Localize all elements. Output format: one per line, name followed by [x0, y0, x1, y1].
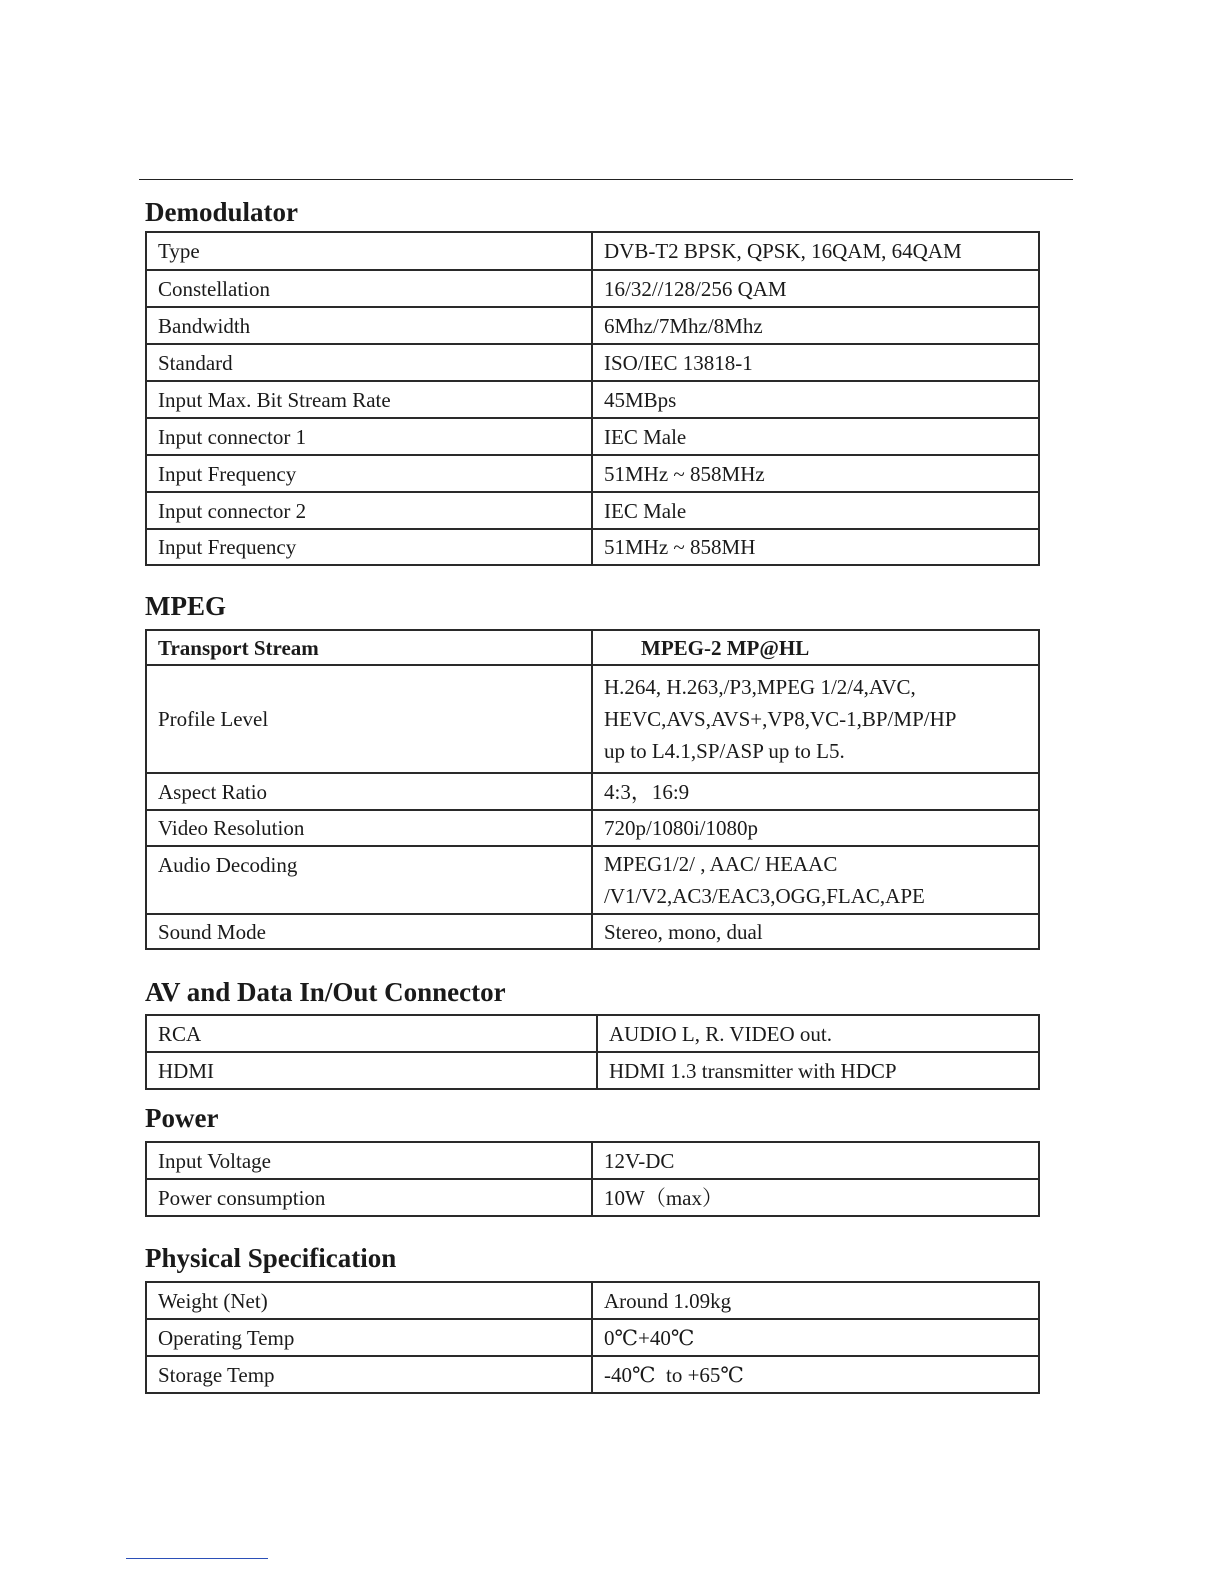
table-row	[146, 307, 1039, 344]
spec-label: RCA	[146, 1015, 597, 1052]
spec-value: 12V-DC	[592, 1142, 1039, 1179]
spec-label: Constellation	[146, 270, 592, 307]
spec-value: 16/32//128/256 QAM	[592, 270, 1039, 307]
spec-value: 51MHz ~ 858MH	[592, 529, 1039, 565]
table-row	[146, 492, 1039, 529]
av-table	[145, 1014, 1040, 1090]
spec-value	[592, 665, 1039, 773]
spec-value: IEC Male	[592, 492, 1039, 529]
spec-label: Sound Mode	[146, 914, 592, 949]
table-row	[146, 1179, 1039, 1216]
table-row	[146, 1142, 1039, 1179]
value-line: /V1/V2,AC3/EAC3,OGG,FLAC,APE	[604, 884, 925, 908]
spec-label: Storage Temp	[146, 1356, 592, 1393]
spec-label: Input Max. Bit Stream Rate	[146, 381, 592, 418]
value-line: HEVC,AVS,AVS+,VP8,VC-1,BP/MP/HP	[604, 707, 957, 731]
footer-underline	[126, 1558, 268, 1559]
spec-value	[592, 846, 1039, 914]
spec-label: Input connector 1	[146, 418, 592, 455]
table-row	[146, 270, 1039, 307]
table-row	[146, 665, 1039, 773]
header-label: Transport Stream	[146, 630, 592, 665]
spec-label: Input Frequency	[146, 455, 592, 492]
value-line: MPEG1/2/ , AAC/ HEAAC	[604, 852, 838, 876]
physical-table	[145, 1281, 1040, 1394]
table-row	[146, 773, 1039, 810]
spec-value: AUDIO L, R. VIDEO out.	[597, 1015, 1039, 1052]
table-row	[146, 418, 1039, 455]
spec-label: Audio Decoding	[146, 846, 592, 914]
table-header-row	[146, 630, 1039, 665]
header-rule	[139, 179, 1073, 180]
spec-label: Video Resolution	[146, 810, 592, 846]
spec-value: -40℃ to +65℃	[592, 1356, 1039, 1393]
spec-value: 720p/1080i/1080p	[592, 810, 1039, 846]
table-row	[146, 810, 1039, 846]
mpeg-table	[145, 629, 1040, 950]
header-value: MPEG-2 MP@HL	[592, 630, 1039, 665]
table-row	[146, 232, 1039, 270]
section-title-mpeg: MPEG	[145, 591, 226, 621]
spec-label: Operating Temp	[146, 1319, 592, 1356]
spec-label: Input connector 2	[146, 492, 592, 529]
value-line: up to L4.1,SP/ASP up to L5.	[604, 739, 845, 763]
table-row	[146, 381, 1039, 418]
section-title-power: Power	[145, 1103, 219, 1133]
spec-value: Around 1.09kg	[592, 1282, 1039, 1319]
table-row	[146, 1356, 1039, 1393]
spec-label: HDMI	[146, 1052, 597, 1089]
spec-label: Power consumption	[146, 1179, 592, 1216]
table-row	[146, 1015, 1039, 1052]
spec-label: Bandwidth	[146, 307, 592, 344]
value-line: H.264, H.263,/P3,MPEG 1/2/4,AVC,	[604, 675, 916, 699]
table-row	[146, 914, 1039, 949]
spec-value: 6Mhz/7Mhz/8Mhz	[592, 307, 1039, 344]
spec-label: Input Voltage	[146, 1142, 592, 1179]
spec-value: HDMI 1.3 transmitter with HDCP	[597, 1052, 1039, 1089]
power-table	[145, 1141, 1040, 1217]
table-row	[146, 1319, 1039, 1356]
section-title-av: AV and Data In/Out Connector	[145, 977, 506, 1007]
demodulator-table	[145, 231, 1040, 566]
spec-label: Aspect Ratio	[146, 773, 592, 810]
table-row	[146, 455, 1039, 492]
spec-label: Standard	[146, 344, 592, 381]
spec-value: 10W（max）	[592, 1179, 1039, 1216]
spec-value: Stereo, mono, dual	[592, 914, 1039, 949]
spec-value: 45MBps	[592, 381, 1039, 418]
section-title-physical: Physical Specification	[145, 1243, 397, 1273]
spec-value: 51MHz ~ 858MHz	[592, 455, 1039, 492]
section-title-demodulator: Demodulator	[145, 197, 298, 227]
table-row	[146, 529, 1039, 565]
spec-label: Profile Level	[146, 665, 592, 773]
spec-value: ISO/IEC 13818-1	[592, 344, 1039, 381]
spec-value: DVB-T2 BPSK, QPSK, 16QAM, 64QAM	[592, 232, 1039, 270]
table-row	[146, 1052, 1039, 1089]
spec-value: 0℃+40℃	[592, 1319, 1039, 1356]
table-row	[146, 1282, 1039, 1319]
spec-label: Type	[146, 232, 592, 270]
table-row	[146, 344, 1039, 381]
table-row	[146, 846, 1039, 914]
spec-label: Input Frequency	[146, 529, 592, 565]
spec-value: 4:3，16:9	[592, 773, 1039, 810]
spec-value: IEC Male	[592, 418, 1039, 455]
spec-label: Weight (Net)	[146, 1282, 592, 1319]
